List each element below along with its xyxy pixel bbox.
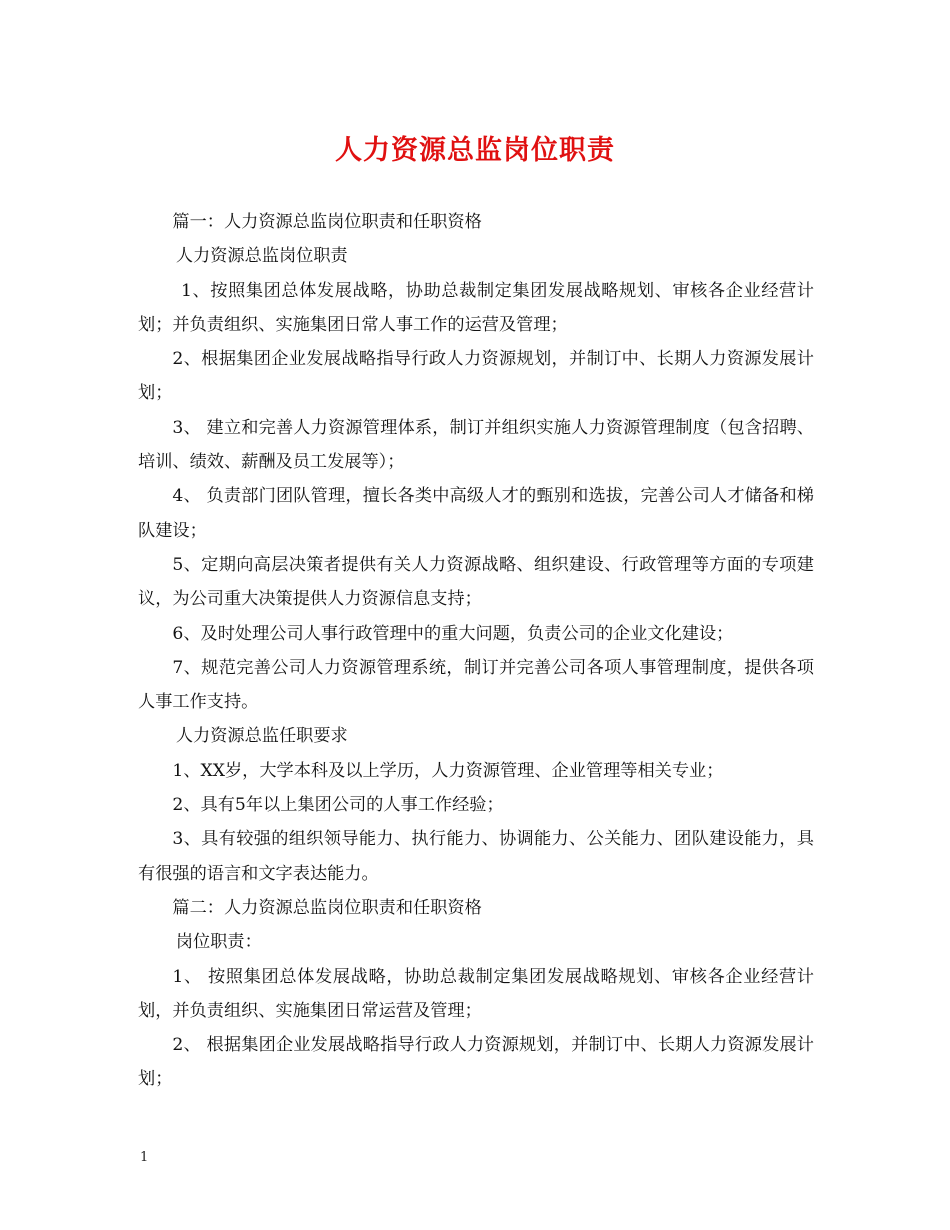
- paragraph: 1、XX岁，大学本科及以上学历，人力资源管理、企业管理等相关专业；: [172, 760, 724, 781]
- paragraph: 2、 根据集团企业发展战略指导行政人力资源规划，并制订中、长期人力资源发展计划；: [138, 1035, 814, 1090]
- paragraph: 篇二：人力资源总监岗位职责和任职资格: [172, 897, 482, 918]
- paragraph: 2、根据集团企业发展战略指导行政人力资源规划，并制订中、长期人力资源发展计划；: [138, 349, 814, 404]
- paragraph: 1、按照集团总体发展战略，协助总裁制定集团发展战略规划、审核各企业经营计划；并负责组织、实施集团日常人事工作的运营及管理；: [138, 280, 814, 335]
- paragraph: 篇一：人力资源总监岗位职责和任职资格: [172, 212, 482, 232]
- paragraph: 3、具有较强的组织领导能力、执行能力、协调能力、公关能力、团队建设能力，具有很强的语言和文字表达能力。: [138, 829, 814, 884]
- paragraph: 4、 负责部门团队管理，擅长各类中高级人才的甄别和选拔，完善公司人才储备和梯队建设；: [138, 486, 814, 541]
- document-body: [138, 205, 814, 1097]
- paragraph: 7、规范完善公司人力资源管理系统，制订并完善公司各项人事管理制度，提供各项人事工作支持。: [138, 657, 814, 713]
- paragraph: 1、 按照集团总体发展战略，协助总裁制定集团发展战略规划、审核各企业经营计划，并负责组织、实施集团日常运营及管理；: [138, 966, 814, 1021]
- document-title: 人力资源总监岗位职责: [335, 135, 615, 166]
- paragraph: 岗位职责：: [175, 932, 262, 953]
- paragraph: 5、定期向高层决策者提供有关人力资源战略、组织建设、行政管理等方面的专项建议，为公司重大决策提供人力资源信息支持；: [138, 554, 814, 610]
- paragraph: 3、 建立和完善人力资源管理体系，制订并组织实施人力资源管理制度（包含招聘、培训、绩效、薪酬及员工发展等）；: [138, 417, 814, 473]
- paragraph: 6、及时处理公司人事行政管理中的重大问题，负责公司的企业文化建设；: [172, 623, 734, 644]
- paragraph: 2、具有5年以上集团公司的人事工作经验；: [172, 795, 504, 816]
- page-number: 1: [140, 1150, 149, 1165]
- paragraph: 人力资源总监岗位职责: [175, 246, 348, 267]
- paragraph: 人力资源总监任职要求: [175, 726, 348, 747]
